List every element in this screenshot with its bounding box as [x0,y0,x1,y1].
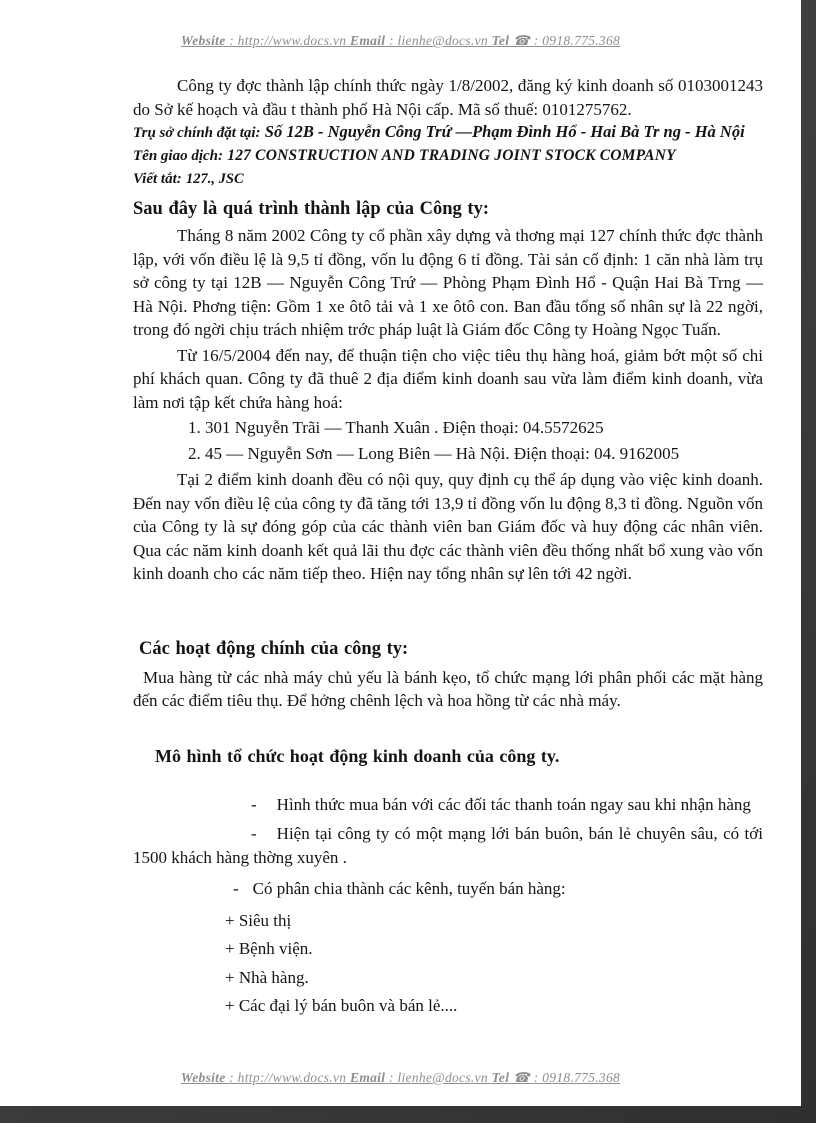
list-item-text: Hiện tại công ty có một mạng lới bán buôn, bán lẻ chuyên sâu, có tới 1500 khách hàng thờng xuyên . [133,824,763,867]
activities-section-title: Các hoạt động chính của công ty: [139,638,409,659]
trade-name-line [133,144,763,167]
org-model-list [133,793,763,1021]
list-item: + Các đại lý bán buôn và bán lẻ.... [225,996,458,1015]
dash-bullet-icon: - [251,794,257,814]
list-item [133,822,763,869]
page-header [0,33,801,49]
header-website-value: : http://www.docs.vn [229,33,347,48]
header-email-label: Email [350,33,386,48]
growth-paragraph: Tại 2 điểm kinh doanh đều có nội quy, quy định cụ thể áp dụng vào việc kinh doanh. Đến nay vốn điều lệ của công ty đã tăng tới 13,9 tỉ đồng vốn lu động 8,3 tỉ đồng. Nguồn vốn của Công ty là sự đóng góp của các thành viên ban Giám đốc và huy động các nhân viên. Qua các năm kinh doanh kết quả lãi thu đợc các thành viên đều thống nhất bổ xung vào vốn kinh doanh cho các năm tiếp theo. Hiện nay tổng nhân sự lên tới 42 ngời. [133,470,763,583]
list-item-text: Có phân chia thành các kênh, tuyến bán hàng: [252,879,566,898]
location-item: 2. 45 — Nguyễn Sơn — Long Biên — Hà Nội. Điện thoại: 04. 9162005 [188,444,680,463]
header-email-value: : lienhe@docs.vn [388,33,488,48]
sales-channels-list [133,907,763,1021]
abbreviation-line [133,167,763,190]
abbreviation-label: Viết tắt: [133,171,182,187]
location-item: 1. 301 Nguyễn Trãi — Thanh Xuân . Điện thoại: 04.5572625 [188,418,604,437]
trade-name-value: 127 CONSTRUCTION AND TRADING JOINT STOCK COMPANY [227,147,676,164]
header-website-label: Website [180,33,226,48]
founding-paragraph: Tháng 8 năm 2002 Công ty cổ phần xây dựng và thơng mại 127 chính thức đợc thành lập, với vốn điều lệ là 9,5 tỉ đồng, vốn lu động 6 tỉ đồng. Tài sản cố định: 1 căn nhà làm trụ sở công ty tại 12B — Nguyễn Công Trứ — Phòng Phạm Đình Hổ - Quận Hai Bà Trng — Hà Nội. Phơng tiện: Gồm 1 xe ôtô tải và 1 xe ôtô con. Ban đầu tổng số nhân sự là 22 ngời, trong đó ngời chịu trách nhiệm trớc pháp luật là Giám đốc Công ty Hoàng Ngọc Tuấn. [133,226,763,339]
list-item-text: Hình thức mua bán với các đối tác thanh toán ngay sau khi nhận hàng [276,794,751,814]
headquarters-line [133,121,763,144]
footer-website-value: : http://www.docs.vn [229,1070,347,1085]
history-section-title: Sau đây là quá trình thành lập của Công ty: [133,199,489,219]
page-footer [0,1070,801,1086]
header-tel-label: Tel [491,33,510,48]
headquarters-value: Số 12B - Nguyễn Công Trứ —Phạm Đình Hổ - Hai Bà Tr ng - Hà Nội [264,122,745,141]
phone-icon: ☎ [512,1070,531,1085]
list-item [133,793,763,817]
list-item: + Bệnh viện. [225,939,313,958]
footer-email-value: : lienhe@docs.vn [388,1070,488,1085]
intro-paragraph: Công ty đợc thành lập chính thức ngày 1/8/2002, đăng ký kinh doanh số 0103001243 do Sở kế hoạch và đầu t thành phố Hà Nội cấp. Mã số thuế: 0101275762. [133,76,763,119]
header-tel-value: : 0918.775.368 [533,33,621,48]
footer-website-label: Website [180,1070,226,1085]
list-item: + Nhà hàng. [225,967,309,987]
list-item [133,877,763,901]
locations-paragraph: Từ 16/5/2004 đến nay, để thuận tiện cho việc tiêu thụ hàng hoá, giảm bớt một số chi phí khách quan. Công ty đã thuê 2 địa điểm kinh doanh sau vừa làm điểm kinh doanh, vừa làm nơi tập kết chứa hàng hoá: [133,345,763,412]
headquarters-label: Trụ sở chính đặt tại: [133,125,261,141]
phone-icon: ☎ [512,33,531,48]
list-item: + Siêu thị [225,910,292,930]
header-text [181,33,620,48]
dash-bullet-icon: - [251,824,257,843]
document-content [133,74,763,1021]
footer-tel-value: : 0918.775.368 [533,1070,621,1085]
abbreviation-value: 127., JSC [186,171,244,187]
trade-name-label: Tên giao dịch: [133,148,223,164]
footer-text [181,1070,620,1085]
footer-tel-label: Tel [491,1070,510,1085]
dash-bullet-icon: - [233,879,239,898]
footer-email-label: Email [350,1070,386,1085]
activities-paragraph: Mua hàng từ các nhà máy chủ yếu là bánh kẹo, tổ chức mạng lới phân phối các mặt hàng đến các điểm tiêu thụ. Để hởng chênh lệch và hoa hồng từ các nhà máy. [133,667,763,710]
org-model-section-title: Mô hình tổ chức hoạt động kinh doanh của công ty. [155,745,560,766]
